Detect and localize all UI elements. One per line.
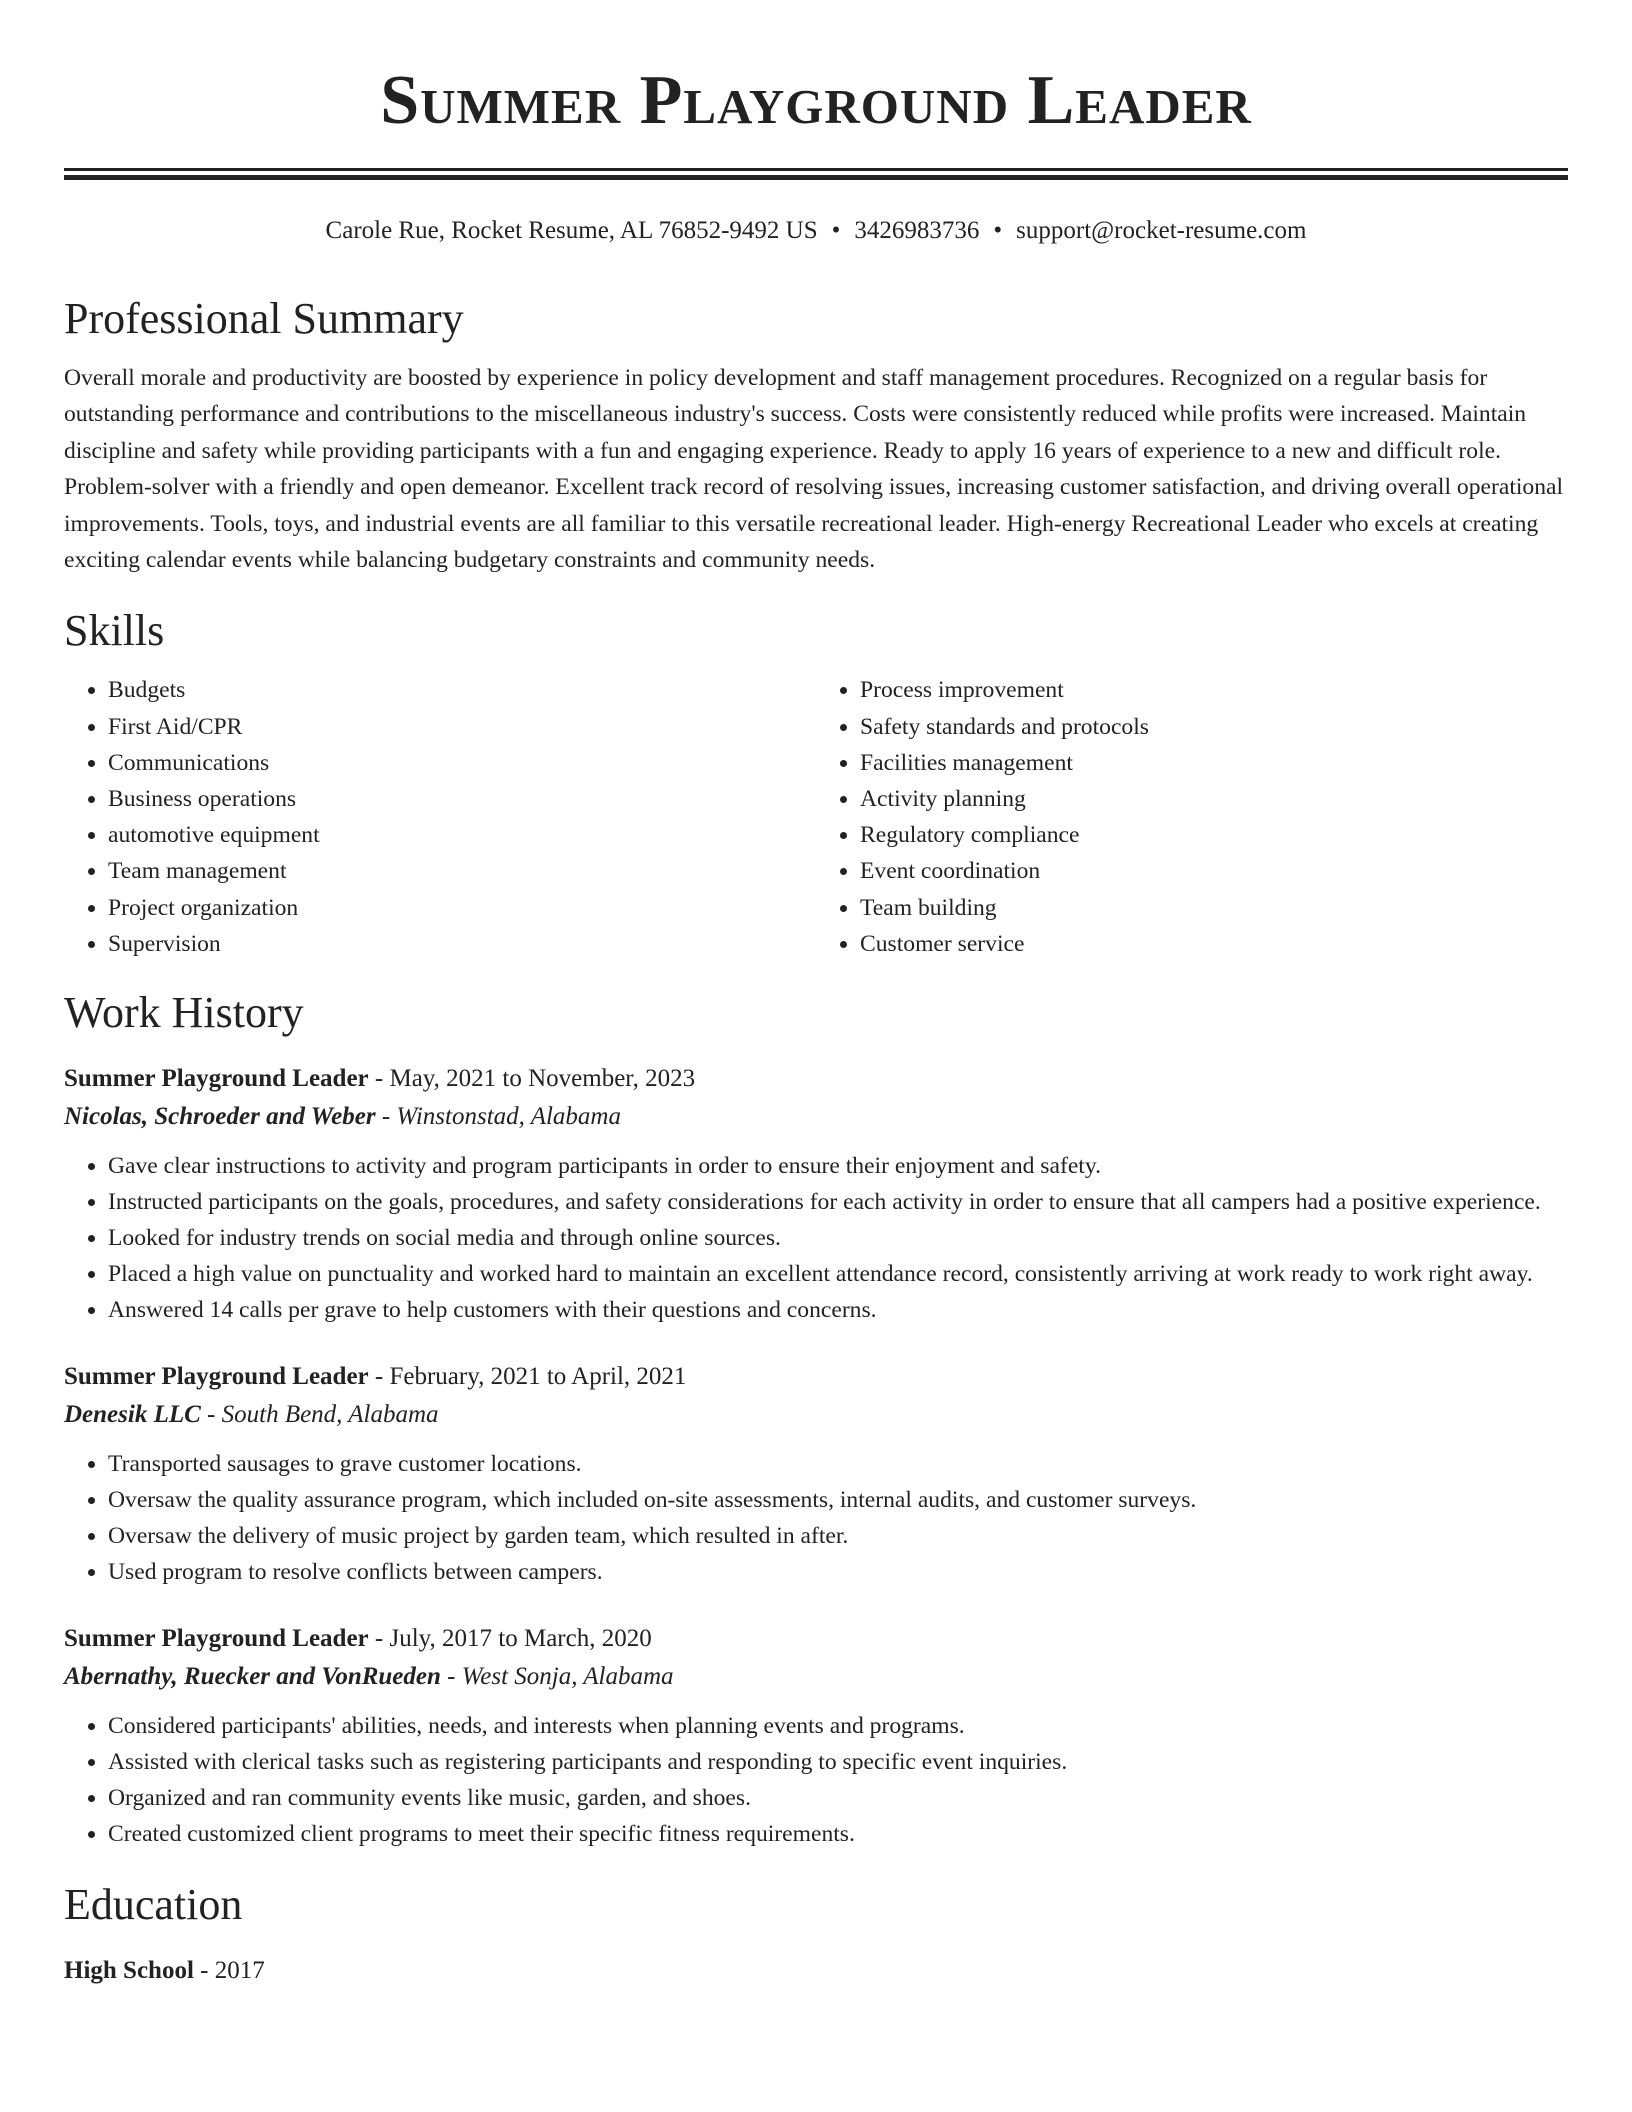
- job-bullet: • Gave clear instructions to activity and program participants in order to ensure their enjoyment and safety.: [108, 1148, 1568, 1184]
- contact-line: [64, 214, 1568, 248]
- job-bullet: • Oversaw the delivery of music project by garden team, which resulted in after.: [108, 1518, 1568, 1554]
- skills-column-left: [64, 672, 816, 962]
- job-bullet: • Transported sausages to grave customer locations.: [108, 1446, 1568, 1482]
- job-bullets: [64, 1446, 1568, 1590]
- job-bullet: • Instructed participants on the goals, procedures, and safety considerations for each activity in order to ensure that all campers had a positive experience.: [108, 1184, 1568, 1220]
- contact-email: support@rocket-resume.com: [1016, 217, 1307, 244]
- job-company: Nicolas, Schroeder and Weber: [64, 1103, 376, 1131]
- job-bullet: • Created customized client programs to meet their specific fitness requirements.: [108, 1816, 1568, 1852]
- skill-item: • Customer service: [860, 926, 1568, 962]
- job-location: - Winstonstad, Alabama: [375, 1103, 621, 1131]
- work-history-heading: Work History: [64, 988, 304, 1038]
- skill-item: • Safety standards and protocols: [860, 709, 1568, 745]
- skill-item: • Facilities management: [860, 745, 1568, 781]
- contact-phone: 3426983736: [854, 217, 980, 244]
- job-bullet: • Considered participants' abilities, needs, and interests when planning events and programs.: [108, 1708, 1568, 1744]
- skill-item: • Team building: [860, 890, 1568, 926]
- skill-item: • Communications: [108, 745, 816, 781]
- job-bullet: • Placed a high value on punctuality and worked hard to maintain an excellent attendance record, consistently arriving at work ready to work right away.: [108, 1256, 1568, 1292]
- education-degree: High School: [64, 1957, 194, 1985]
- job-entry: [64, 1060, 1568, 1328]
- contact-address: Carole Rue, Rocket Resume, AL 76852-9492 US: [325, 217, 818, 244]
- skills-column-right: [816, 672, 1568, 962]
- summary-heading: Professional Summary: [64, 294, 464, 343]
- job-bullet: • Used program to resolve conflicts between campers.: [108, 1554, 1568, 1590]
- contact-separator: •: [831, 217, 841, 244]
- summary-text: Overall morale and productivity are boosted by experience in policy development and staff management procedures. Recognized on a regular basis for outstanding performance and contributions to the miscellaneous industry's success. Costs were consistently reduced while profits were increased. Maintain discipline and safety while providing participants with a fun and engaging experience. Ready to apply 16 years of experience to a new and difficult role. Problem-solver with a friendly and open demeanor. Excellent track record of resolving issues, increasing customer satisfaction, and driving overall operational improvements. Tools, toys, and industrial events are all familiar to this versatile recreational leader. High-energy Recreational Leader who excels at creating exciting calendar events while balancing budgetary constraints and community needs.: [64, 365, 1564, 574]
- skill-item: • Business operations: [108, 781, 816, 817]
- skill-item: • Project organization: [108, 890, 816, 926]
- skills-list: [64, 672, 1568, 962]
- header-divider: [64, 168, 1568, 180]
- job-bullets: [64, 1708, 1568, 1852]
- job-title-line: [64, 1060, 1568, 1098]
- job-dates: - February, 2021 to April, 2021: [368, 1363, 687, 1391]
- job-company: Denesik LLC: [64, 1401, 201, 1429]
- job-company: Abernathy, Ruecker and VonRueden: [64, 1663, 441, 1691]
- job-bullet: • Assisted with clerical tasks such as registering participants and responding to specific event inquiries.: [108, 1744, 1568, 1780]
- job-company-line: [64, 1098, 1568, 1136]
- skill-item: • Event coordination: [860, 853, 1568, 889]
- job-title: Summer Playground Leader: [64, 1625, 369, 1653]
- skill-item: • Regulatory compliance: [860, 817, 1568, 853]
- job-bullet: • Answered 14 calls per grave to help customers with their questions and concerns.: [108, 1292, 1568, 1328]
- job-company-line: [64, 1396, 1568, 1434]
- education-heading: Education: [64, 1880, 243, 1930]
- resume-name: Summer Playground Leader: [380, 62, 1252, 139]
- education-year: - 2017: [193, 1957, 265, 1985]
- job-dates: - July, 2017 to March, 2020: [368, 1625, 652, 1653]
- skill-item: • First Aid/CPR: [108, 709, 816, 745]
- job-location: - West Sonja, Alabama: [440, 1663, 674, 1691]
- job-title: Summer Playground Leader: [64, 1065, 369, 1093]
- skill-item: • automotive equipment: [108, 817, 816, 853]
- skill-item: • Process improvement: [860, 672, 1568, 708]
- job-title-line: [64, 1358, 1568, 1396]
- skill-item: • Team management: [108, 853, 816, 889]
- job-bullets: [64, 1148, 1568, 1328]
- skills-heading: Skills: [64, 606, 165, 656]
- job-bullet: • Looked for industry trends on social media and through online sources.: [108, 1220, 1568, 1256]
- job-bullet: • Organized and ran community events like music, garden, and shoes.: [108, 1780, 1568, 1816]
- skill-item: • Supervision: [108, 926, 816, 962]
- contact-separator: •: [993, 217, 1003, 244]
- job-company-line: [64, 1658, 1568, 1696]
- job-entry: [64, 1620, 1568, 1852]
- job-title: Summer Playground Leader: [64, 1363, 369, 1391]
- skill-item: • Budgets: [108, 672, 816, 708]
- job-dates: - May, 2021 to November, 2023: [368, 1065, 696, 1093]
- job-entry: [64, 1358, 1568, 1590]
- skill-item: • Activity planning: [860, 781, 1568, 817]
- job-title-line: [64, 1620, 1568, 1658]
- job-bullet: • Oversaw the quality assurance program, which included on-site assessments, internal audits, and customer surveys.: [108, 1482, 1568, 1518]
- job-location: - South Bend, Alabama: [200, 1401, 439, 1429]
- education-entry: [64, 1952, 1568, 1990]
